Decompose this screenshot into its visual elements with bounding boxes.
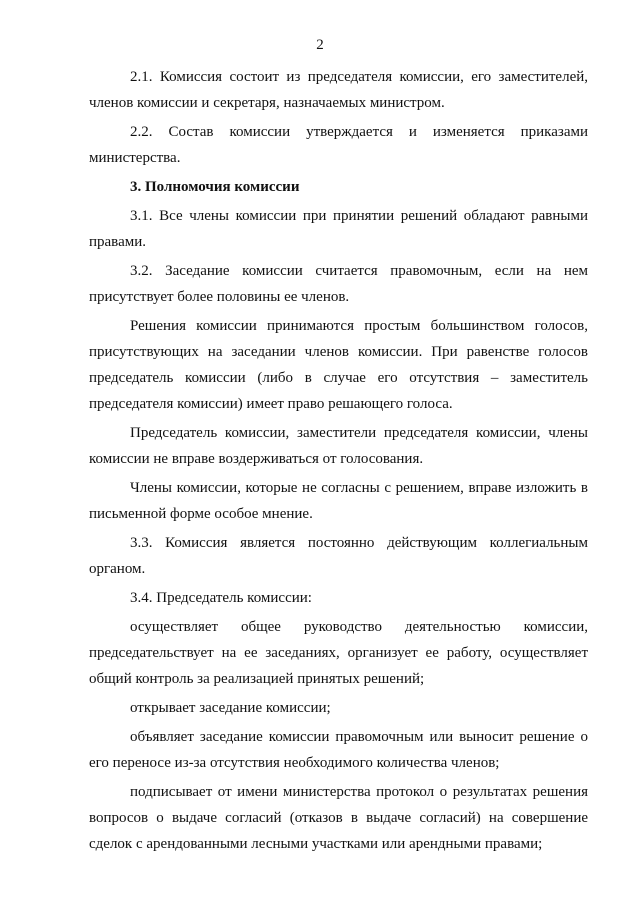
paragraph-3-2: 3.2. Заседание комиссии считается правомочным, если на нем присутствует более половины ее членов. — [89, 263, 588, 305]
paragraph-3-3: 3.3. Комиссия является постоянно действующим коллегиальным органом. — [89, 535, 588, 577]
list-item-signs-protocol: подписывает от имени министерства протокол о результатах решения вопросов о выдаче согласий (отказов в выдаче согласий) на совершение сделок с арендованными лесными участками или арендными правами; — [89, 784, 588, 852]
paragraph-3-4: 3.4. Председатель комиссии: — [130, 590, 312, 606]
paragraph-decisions: Решения комиссии принимаются простым большинством голосов, присутствующих на заседании членов комиссии. При равенстве голосов председатель комиссии (либо в случае его отсутствия – заместитель председателя комиссии) имеет право решающего голоса. — [89, 318, 588, 412]
paragraph-2-2: 2.2. Состав комиссии утверждается и изменяется приказами министерства. — [89, 124, 588, 166]
paragraph-no-abstain: Председатель комиссии, заместители председателя комиссии, члены комиссии не вправе воздерживаться от голосования. — [89, 425, 588, 467]
document-body — [89, 64, 588, 860]
paragraph-dissent: Члены комиссии, которые не согласны с решением, вправе изложить в письменной форме особое мнение. — [89, 480, 588, 522]
page-number: 2 — [316, 37, 324, 53]
list-item-opens-meeting: открывает заседание комиссии; — [130, 700, 331, 716]
list-item-general-management: осуществляет общее руководство деятельностью комиссии, председательствует на ее заседаниях, организует ее работу, осуществляет общий контроль за реализацией принятых решений; — [89, 619, 588, 687]
list-item-declares-quorum: объявляет заседание комиссии правомочным или выносит решение о его переносе из-за отсутствия необходимого количества членов; — [89, 729, 588, 771]
paragraph-2-1: 2.1. Комиссия состоит из председателя комиссии, его заместителей, членов комиссии и секретаря, назначаемых министром. — [89, 69, 588, 111]
paragraph-3-1: 3.1. Все члены комиссии при принятии решений обладают равными правами. — [89, 208, 588, 250]
section-heading-3: 3. Полномочия комиссии — [130, 179, 300, 195]
